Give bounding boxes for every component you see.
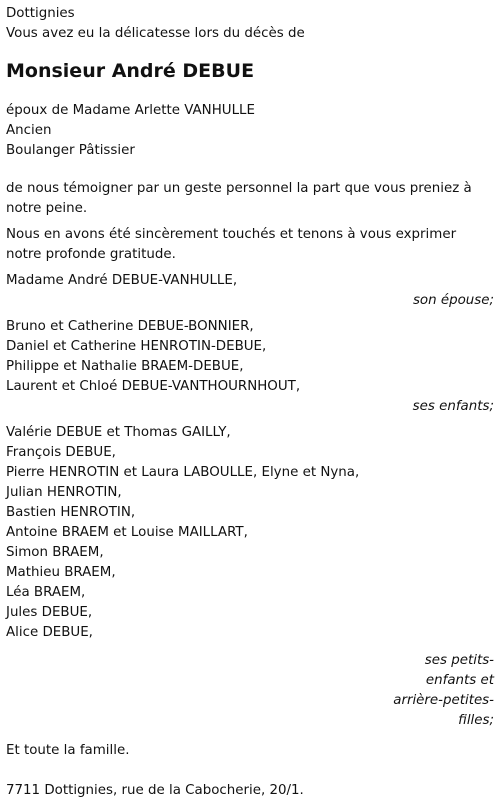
message-paragraph-2: Nous en avons été sincèrement touchés et tenons à vous exprimer notre profonde gratitude. (6, 227, 457, 262)
grandchild-name: Léa BRAEM, (6, 585, 86, 600)
grandchild-name: Bastien HENROTIN, (6, 505, 136, 520)
grandchild-name: Julian HENROTIN, (6, 485, 122, 500)
grandchild-name: François DEBUE, (6, 445, 116, 460)
grandchild-name: Pierre HENROTIN et Laura LABOULLE, Elyne et Nyna, (6, 465, 360, 480)
child-name: Laurent et Chloé DEBUE-VANTHOURNHOUT, (6, 379, 301, 394)
grandchild-name: Mathieu BRAEM, (6, 565, 116, 580)
spouse-name: Madame André DEBUE-VANHULLE, (6, 273, 238, 288)
spouse-of-line: époux de Madame Arlette VANHULLE (6, 103, 255, 118)
deceased-name: Monsieur André DEBUE (6, 60, 255, 82)
child-name: Bruno et Catherine DEBUE-BONNIER, (6, 319, 254, 334)
place-label: Dottignies (6, 6, 75, 21)
message-paragraph-1: de nous témoigner par un geste personnel la part que vous preniez à notre peine. (6, 181, 472, 216)
family-line: Et toute la famille. (6, 743, 130, 758)
profession-line: Boulanger Pâtissier (6, 143, 135, 158)
grandchild-name: Antoine BRAEM et Louise MAILLART, (6, 525, 248, 540)
obituary-notice (6, 4, 494, 801)
former-line: Ancien (6, 123, 52, 138)
children-section (6, 317, 494, 417)
grandchild-name: Jules DEBUE, (6, 605, 93, 620)
address-line: 7711 Dottignies, rue de la Cabocherie, 20/1. (6, 783, 304, 798)
child-name: Philippe et Nathalie BRAEM-DEBUE, (6, 359, 244, 374)
grandchildren-section (6, 423, 494, 731)
spouse-section (6, 271, 494, 311)
grandchildren-role: ses petits-enfants et arrière-petites-filles; (393, 653, 494, 728)
children-role: ses enfants; (412, 399, 494, 414)
spouse-role: son épouse; (412, 293, 494, 308)
grandchild-name: Alice DEBUE, (6, 625, 93, 640)
child-name: Daniel et Catherine HENROTIN-DEBUE, (6, 339, 267, 354)
intro-text: Vous avez eu la délicatesse lors du décès de (6, 26, 305, 41)
grandchild-name: Simon BRAEM, (6, 545, 104, 560)
grandchild-name: Valérie DEBUE et Thomas GAILLY, (6, 425, 231, 440)
